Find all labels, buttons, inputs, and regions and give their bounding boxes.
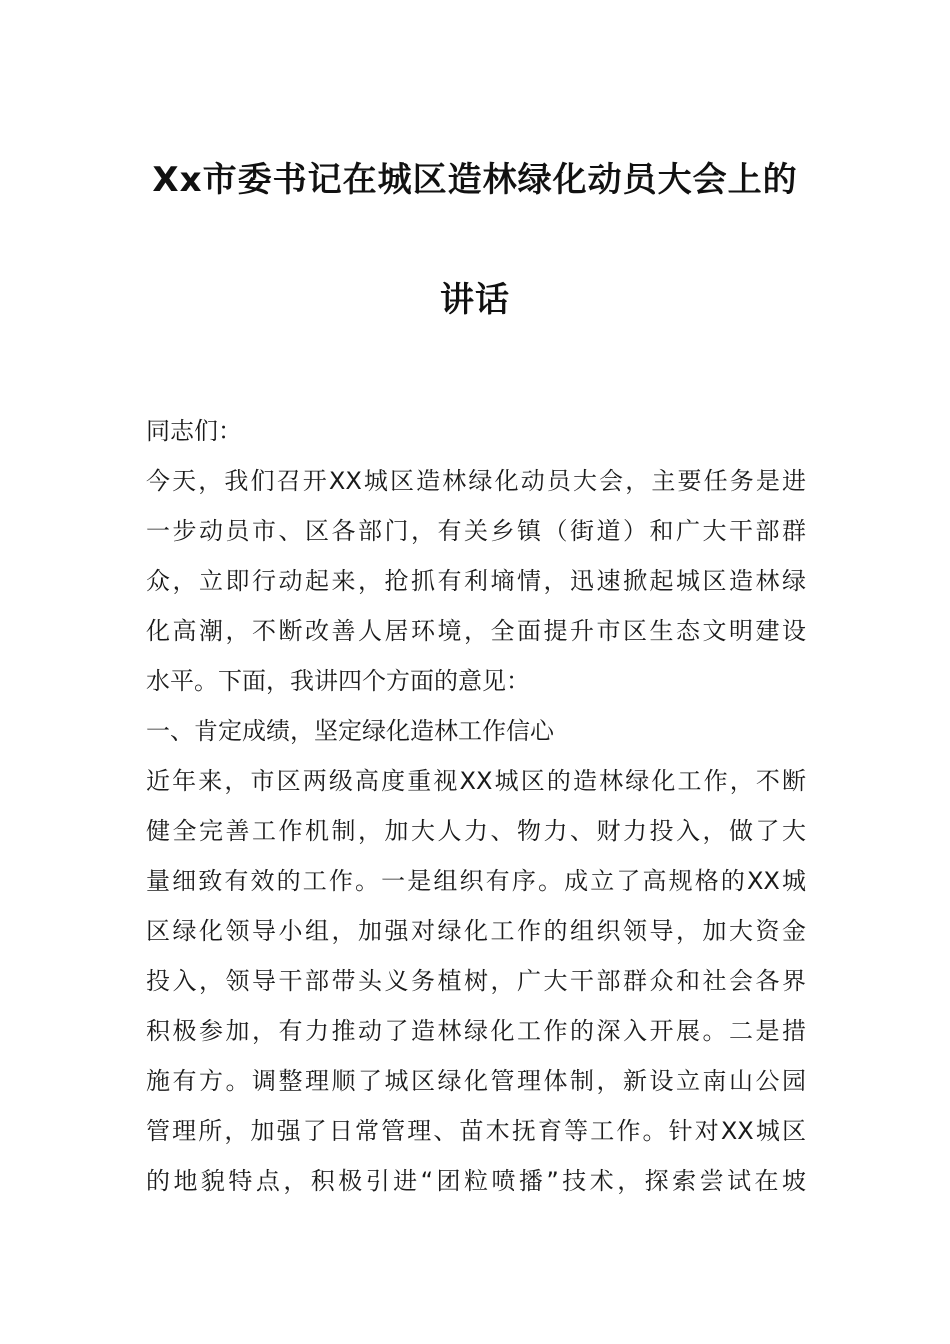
paragraph-line: 一步动员市、区各部门，有关乡镇（街道）和广大干部群 — [146, 517, 806, 545]
paragraph-line: 化高潮，不断改善人居环境，全面提升市区生态文明建设 — [146, 617, 806, 645]
document-title-line-2: 讲话 — [440, 280, 510, 320]
paragraph-line: 积极参加，有力推动了造林绿化工作的深入开展。二是措 — [146, 1017, 806, 1045]
paragraph-line: 近年来，市区两级高度重视XX城区的造林绿化工作，不断 — [146, 767, 806, 795]
document-body — [146, 413, 806, 1213]
paragraph-line: 投入，领导干部带头义务植树，广大干部群众和社会各界 — [146, 967, 806, 995]
paragraph-line: 众，立即行动起来，抢抓有利墒情，迅速掀起城区造林绿 — [146, 567, 806, 595]
salutation: 同志们： — [146, 417, 242, 445]
paragraph-line: 水平。下面，我讲四个方面的意见： — [146, 667, 530, 695]
paragraph-line: 的地貌特点，积极引进“团粒喷播”技术，探索尝试在坡 — [146, 1167, 806, 1195]
paragraph-line: 管理所，加强了日常管理、苗木抚育等工作。针对XX城区 — [146, 1117, 806, 1145]
paragraph-line: 区绿化领导小组，加强对绿化工作的组织领导，加大资金 — [146, 917, 806, 945]
paragraph-line: 今天，我们召开XX城区造林绿化动员大会，主要任务是进 — [146, 467, 806, 495]
paragraph-line: 施有方。调整理顺了城区绿化管理体制，新设立南山公园 — [146, 1067, 806, 1095]
section-heading: 一、肯定成绩，坚定绿化造林工作信心 — [146, 717, 554, 745]
paragraph-line: 健全完善工作机制，加大人力、物力、财力投入，做了大 — [146, 817, 806, 845]
document-title-line-1: Xx市委书记在城区造林绿化动员大会上的 — [152, 160, 798, 200]
paragraph-line: 量细致有效的工作。一是组织有序。成立了高规格的XX城 — [146, 867, 806, 895]
